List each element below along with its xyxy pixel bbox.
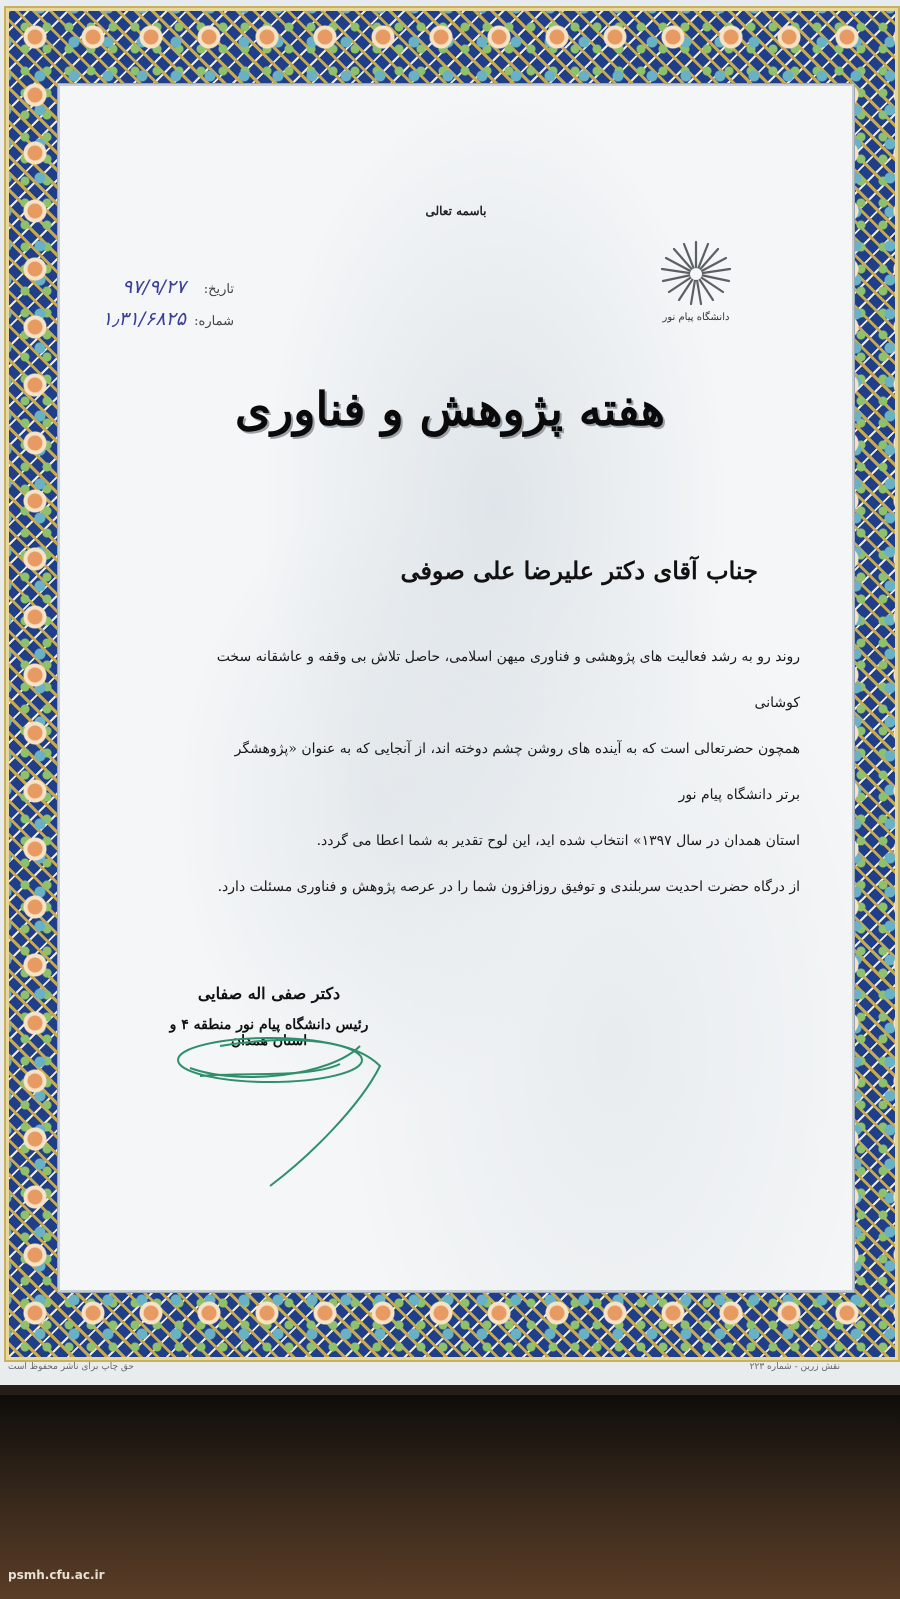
certificate-body: [210, 634, 800, 910]
bismillah-heading: باسمه تعالی: [425, 204, 487, 218]
certificate-title: هفته پژوهش و فناوری: [235, 382, 665, 436]
number-row: [74, 308, 234, 340]
logo-caption: دانشگاه پیام نور: [662, 312, 730, 323]
print-footer-right: نقش زرین - شماره ۲۲۳: [749, 1362, 840, 1372]
date-label: تاریخ:: [203, 282, 234, 297]
body-line: روند رو به رشد فعالیت های پژوهشی و فناوری میهن اسلامی، حاصل تلاش بی وقفه و عاشقانه سخت کوشانی: [216, 649, 800, 711]
signer-block: [164, 984, 374, 1049]
university-logo-icon: [656, 238, 736, 310]
number-value: ۱٫۳۱/۶۸۲۵: [101, 308, 186, 330]
body-line: استان همدان در سال ۱۳۹۷» انتخاب شده اید، این لوح تقدیر به شما اعطا می گردد.: [316, 833, 800, 849]
university-logo: [656, 238, 736, 334]
body-line: از درگاه حضرت احدیت سربلندی و توفیق روزافزون شما را در عرصه پژوهش و فناوری مسئلت دارد.: [217, 879, 800, 895]
site-watermark: psmh.cfu.ac.ir: [8, 1568, 105, 1582]
signer-title: رئیس دانشگاه پیام نور منطقه ۴ و استان همدان: [169, 1017, 369, 1049]
date-value: ۹۷/۹/۲۷: [122, 276, 186, 298]
body-line: همچون حضرتعالی است که به آینده های روشن چشم دوخته اند، از آنجایی که به عنوان «پژوهشگر برتر دانشگاه پیام نور: [234, 741, 800, 803]
reference-block: [74, 276, 234, 340]
date-row: [74, 276, 234, 308]
signer-name: دکتر صفی اله صفایی: [197, 984, 341, 1003]
certificate-panel: [58, 84, 854, 1292]
recipient-name: جناب آقای دکتر علیرضا علی صوفی: [400, 556, 758, 585]
table-surface: [0, 1395, 900, 1599]
number-label: شماره:: [194, 314, 234, 329]
print-footer-left: حق چاپ برای ناشر محفوظ است: [8, 1362, 134, 1372]
